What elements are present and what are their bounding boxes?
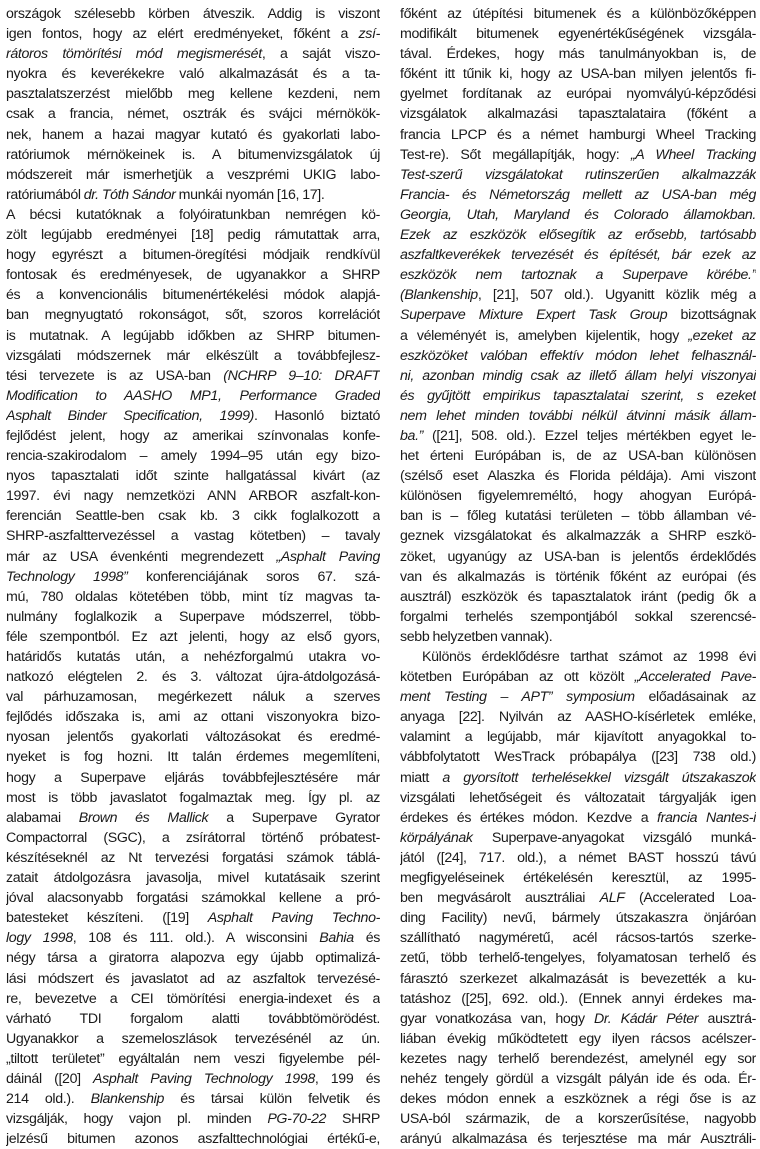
left-column-line: Technology 1998” konferenciájának soros 67. szá- bbox=[6, 568, 380, 585]
left-column-line: vizsgálati módszernek már elkészült a továbbfejlesz- bbox=[6, 347, 380, 364]
left-column-line: ratóriumából dr. Tóth Sándor munkái nyomán [16, 17]. bbox=[6, 186, 325, 203]
left-text-column bbox=[6, 4, 380, 1149]
right-text-column bbox=[400, 4, 756, 1149]
right-column-line: körpályának Superpave-anyagokat vizsgáló munká- bbox=[400, 829, 756, 846]
left-column-line: fejlődés időszaka is, ami az ottani viszonyokra bizo- bbox=[6, 709, 380, 726]
right-column-line: van és alkalmazás is történik főként az európai (és bbox=[400, 568, 756, 585]
left-column-line: ferencián Seattle-ben csak kb. 3 cikk foglalkozott a bbox=[6, 508, 380, 525]
left-column-line: országok szélesebb körben átveszik. Addig is viszont bbox=[6, 6, 380, 22]
right-column-line: miatt a gyorsított terhelésekkel vizsgált útszakaszok bbox=[400, 769, 756, 786]
right-column-line: ben megvásárolt ausztráliai ALF (Accelerated Loa- bbox=[400, 890, 756, 907]
left-column-line: csak a francia, német, osztrák és svájci mérnökök- bbox=[6, 106, 380, 123]
right-column-line: eszközöket valóban effektív módon lehet felhasznál- bbox=[400, 347, 756, 364]
left-column-line: Compactorral (SGC), a zsírátorral történő próbatest- bbox=[6, 829, 380, 846]
right-column-line: vizsgálati lehetőségeit és változatait tárgyalják igen bbox=[400, 789, 756, 806]
right-column-line: Különös érdeklődésre tarthat számot az 1998 évi bbox=[422, 649, 756, 665]
right-column-line: forgalmi terhelés szempontjából sokkal szerencsé- bbox=[400, 608, 756, 625]
left-column-line: fontosak és eredményesek, de ugyanakkor a SHRP bbox=[6, 267, 380, 284]
left-column-line: határidős kutatás után, a nehézforgalmú utakra vo- bbox=[6, 649, 380, 665]
left-column-line: módszereit már ismerhetjük a veszprémi UKIG labo- bbox=[6, 166, 380, 183]
left-column-line: „tiltott területet” egyáltalán nem veszi figyelembe pél- bbox=[6, 1050, 380, 1067]
left-column-line: logy 1998, 108 és 111. old.). A wisconsini Bahia és bbox=[6, 930, 380, 947]
right-column-line: ding Facility) nevű, bármely útszakaszra önjáróan bbox=[400, 910, 756, 927]
left-column-line: 1997. évi nagy nemzetközi ANN ARBOR aszfalt-kon- bbox=[6, 488, 380, 505]
right-column-line: modifikált bitumenek egyenértékűségének vizsgála- bbox=[400, 26, 756, 43]
left-column-line: SHRP-aszfalttervezéssel a vastag kötetben) – tavaly bbox=[6, 528, 380, 545]
right-column-line: ment Testing – APT” symposium előadásainak az bbox=[400, 689, 756, 706]
right-column-line: tával. Érdekes, hogy más tanulmányokban is, de bbox=[400, 46, 756, 63]
right-column-line: geznek vizsgálatokat és alkalmazzák a SHRP eszkö- bbox=[400, 528, 756, 545]
left-column-line: Asphalt Binder Specification, 1999). Hasonló biztató bbox=[6, 407, 380, 424]
right-column-line: a véleményét is, amelyben kijelentik, hogy „ezeket az bbox=[400, 327, 756, 344]
right-column-line: fárasztó szerkezet alkalmazását is bevezették a ku- bbox=[400, 970, 756, 987]
left-column-line: várható TDI forgalom alatti továbbtömörödést. bbox=[6, 1010, 380, 1027]
right-column-line: ba.” ([21], 508. old.). Ezzel teljes mértékben egyet le- bbox=[400, 427, 756, 444]
left-column-line: ratóriumok mérnökeinek is. A bitumenvizsgálatok új bbox=[6, 146, 380, 163]
right-column-line: (szélső eset Alaszka és Florida példája). Ami viszont bbox=[400, 468, 756, 485]
left-column-line: zölt legújabb eredményei [18] pedig rámutattak arra, bbox=[6, 227, 380, 244]
right-column-line: Test-re). Sőt megállapítják, hogy: „A Wheel Tracking bbox=[400, 146, 756, 163]
right-column-line: Superpave Mixture Expert Task Group bizottságnak bbox=[400, 307, 756, 324]
left-column-line: készítéseknél az Nt tervezési forgatási számok táblá- bbox=[6, 849, 380, 866]
left-column-line: nyeket is fog hozni. Itt talán érdemes megemlíteni, bbox=[6, 749, 380, 766]
right-column-line: ban is – főleg kutatási területen – több államban vé- bbox=[400, 508, 756, 525]
left-column-line: nek, hanem a hazai magyar kutató és gyakorlati labo- bbox=[6, 126, 380, 143]
right-column-line: liában évekig működtetett egy ilyen rácsos acélszer- bbox=[400, 1030, 756, 1047]
right-column-line: nem lehet minden további nélkül átvinni másik állam- bbox=[400, 407, 756, 424]
right-column-line: dekes módon ennek a eszköznek a régi őse is az bbox=[400, 1091, 756, 1108]
left-column-line: ban megnyugtató rokonságot, sőt, szoros korrelációt bbox=[6, 307, 380, 324]
right-column-line: különösen figyelemreméltó, hogy ahogyan Európá- bbox=[400, 488, 756, 505]
right-column-line: USA-ból származik, de a korszerűsítése, nagyobb bbox=[400, 1111, 756, 1128]
left-column-line: pasztalatszerzést mielőbb meg kellene kezdeni, nem bbox=[6, 86, 380, 103]
left-column-line: vizsgálják, hogy vajon pl. minden PG-70-22 SHRP bbox=[6, 1111, 380, 1128]
left-column-line: A bécsi kutatóknak a folyóiratunkban nemrégen kö- bbox=[6, 206, 380, 223]
left-column-line: tési tervezete is az USA-ban (NCHRP 9–10: DRAFT bbox=[6, 367, 380, 384]
right-column-line: és gyűjtött empirikus tapasztalatai szerint, s ezeket bbox=[400, 387, 756, 404]
left-column-line: most is több javaslatot fogalmaztak meg. Így pl. az bbox=[6, 789, 380, 806]
left-column-line: rencia-szakirodalom – amely 1994–95 után egy bizo- bbox=[6, 448, 380, 465]
left-column-line: alabamai Brown és Mallick a Superpave Gyrator bbox=[6, 809, 380, 826]
left-column-line: nyosan jelentős gyakorlati változásokat és eredmé- bbox=[6, 729, 380, 746]
left-column-line: rátoros tömörítési mód megismerését, a saját viszo- bbox=[6, 46, 380, 63]
right-column-line: het érteni Európában is, de az USA-ban különösen bbox=[400, 448, 756, 465]
left-column-line: négy társa a giratorra alapozva egy újabb optimalizá- bbox=[6, 950, 380, 967]
right-column-line: főként itt tűnik ki, hogy az USA-ban milyen jelentős fi- bbox=[400, 66, 756, 83]
left-column-line: 214 old.). Blankenship és társai külön felvetik és bbox=[6, 1091, 380, 1108]
right-column-line: kötetben Európában az ott közölt „Accelerated Pave- bbox=[400, 669, 756, 686]
left-column-line: jelzésű bitumen azonos aszfalttechnológiai értékű-e, bbox=[6, 1131, 380, 1148]
right-column-line: jától ([24], 717. old.), a német BAST hosszú távú bbox=[400, 849, 756, 866]
left-column-line: hogy a Superpave eljárás továbbfejlesztésére már bbox=[6, 769, 380, 786]
left-column-line: dáinál ([20] Asphalt Paving Technology 1998, 199 és bbox=[6, 1070, 380, 1087]
right-column-line: aszfaltkeverékek tervezését és építését, bár ezek az bbox=[400, 247, 756, 264]
right-column-line: főként az útépítési bitumenek és a különbözőképpen bbox=[400, 6, 756, 22]
left-column-line: is mutatnak. A legújabb időkben az SHRP bitumen- bbox=[6, 327, 380, 344]
left-column-line: re, bevezetve a CEI tömörítési energia-indexet és a bbox=[6, 990, 380, 1007]
right-column-line: vizsgálatok alkalmazási tapasztalataira (főként a bbox=[400, 106, 756, 123]
left-column-line: batesteket készíteni. ([19] Asphalt Paving Techno- bbox=[6, 910, 380, 927]
left-column-line: nyos tapasztalati időt szinte hallgatással kivárt (az bbox=[6, 468, 380, 485]
right-column-line: érdekes és értékes módon. Kezdve a francia Nantes-i bbox=[400, 809, 756, 826]
left-column-line: Ugyanakkor a szemeloszlások tervezésénél az ún. bbox=[6, 1030, 380, 1047]
right-column-line: Test-szerű vizsgálatokat rutinszerűen alkalmazzák bbox=[400, 166, 756, 183]
right-column-line: ni, azonban mindig csak az illető állam helyi viszonyai bbox=[400, 367, 756, 384]
right-column-line: Ezek az eszközök elősegítik az erősebb, tartósabb bbox=[400, 227, 756, 244]
left-column-line: és a konvencionális bitumenértékelési módok alapjá- bbox=[6, 287, 380, 304]
right-column-line: nehéz tengely gördül a vizsgált pályán ide és oda. Ér- bbox=[400, 1070, 756, 1087]
right-column-line: megfigyeléseinek értékelésén keresztül, az 1995- bbox=[400, 870, 756, 887]
right-column-line: Georgia, Utah, Maryland és Colorado államokban. bbox=[400, 206, 756, 223]
left-column-line: nulmány foglalkozik a Superpave módszerrel, több- bbox=[6, 608, 380, 625]
left-column-line: fejlődést jelent, hogy az amerikai színvonalas konfe- bbox=[6, 427, 380, 444]
right-column-line: valamint a legújabb, már kijavított anyagokkal to- bbox=[400, 729, 756, 746]
right-column-line: ausztrál) eszközök és tapasztalatok iránt (pedig ők a bbox=[400, 588, 756, 605]
left-column-line: val párhuzamosan, megérkezett náluk a szerves bbox=[6, 689, 380, 706]
left-column-line: igen fontos, hogy az elért eredményeket, főként a zsí- bbox=[6, 26, 380, 43]
right-column-line: francia LPCP és a német hamburgi Wheel Tracking bbox=[400, 126, 756, 143]
left-column-line: lási módszert és javaslatot ad az aszfaltok tervezésé- bbox=[6, 970, 380, 987]
left-column-line: nyokra és keverékekre való alkalmazását és a ta- bbox=[6, 66, 380, 83]
left-column-line: már az USA évenkénti megrendezett „Asphalt Paving bbox=[6, 548, 380, 565]
left-column-line: natkozó elégtelen 2. és 3. változat újra-átdolgozásá- bbox=[6, 669, 380, 686]
right-column-line: vábbfolytatott WesTrack próbapálya ([23] 738 old.) bbox=[400, 749, 756, 766]
right-column-line: anyaga [22]. Nyilván az AASHO-kísérletek emléke, bbox=[400, 709, 756, 726]
right-column-line: zetű, több terhelő-tengelyes, folyamatosan terhelő és bbox=[400, 950, 756, 967]
right-column-line: szállítható nagyméretű, acél rácsos-tartós szerke- bbox=[400, 930, 756, 947]
right-column-line: zöket, ugyanúgy az USA-ban is jelentős érdeklődés bbox=[400, 548, 756, 565]
right-column-line: gyar vonatkozása van, hogy Dr. Kádár Péter ausztrá- bbox=[400, 1010, 756, 1027]
right-column-line: tatáshoz ([25], 692. old.). (Ennek annyi érdekes ma- bbox=[400, 990, 756, 1007]
left-column-line: Modification to AASHO MP1, Performance Graded bbox=[6, 387, 380, 404]
left-column-line: mú, 780 oldalas kötetében több, mint tíz magvas ta- bbox=[6, 588, 380, 605]
left-column-line: zatait átdolgozásra javasolja, mivel kutatásaik szerint bbox=[6, 870, 380, 887]
left-column-line: jóval alacsonyabb forgatási számokkal kellene a pró- bbox=[6, 890, 380, 907]
right-column-line: (Blankenship, [21], 507 old.). Ugyanitt közlik még a bbox=[400, 287, 756, 304]
right-column-line: arányú alkalmazása és terjesztése ma már Ausztráli- bbox=[400, 1131, 756, 1148]
left-column-line: hogy egyrészt a bitumen-öregítési módjaik rendkívül bbox=[6, 247, 380, 264]
right-column-line: gyelmet fordítanak az európai nyomvályú-képződési bbox=[400, 86, 756, 103]
right-column-line: Francia- és Németország mellett az USA-ban még bbox=[400, 186, 756, 203]
right-column-line: eszközök nem tartoznak a Superpave körébe.” bbox=[400, 267, 756, 284]
left-column-line: féle szempontból. Ez azt jelenti, hogy az első gyors, bbox=[6, 628, 380, 645]
right-column-line: sebb helyzetben vannak). bbox=[400, 628, 553, 645]
right-column-line: kezetes nagy terhelő berendezést, amelynél egy sor bbox=[400, 1050, 756, 1067]
